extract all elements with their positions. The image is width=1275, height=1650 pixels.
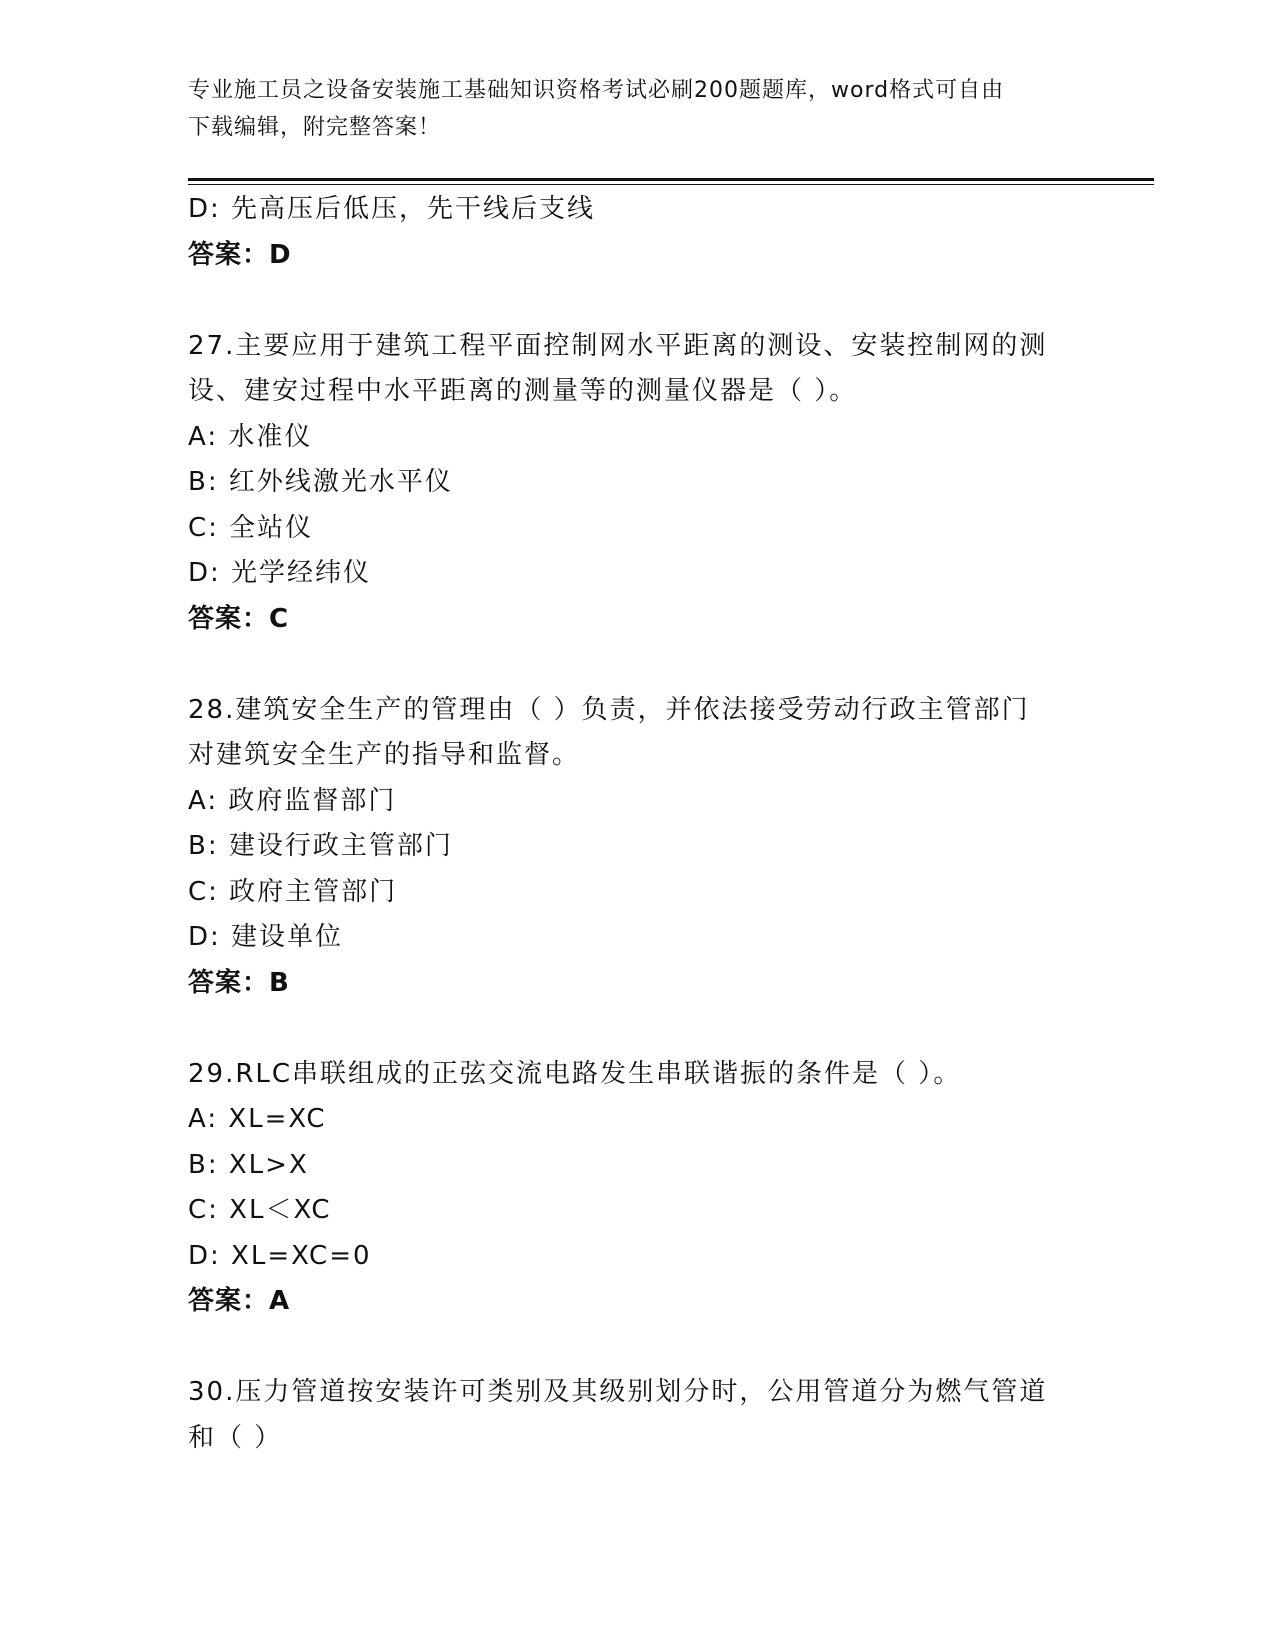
q29-option-b: B: XL>X [188,1149,309,1180]
q27-option-a: A: 水准仪 [188,421,313,452]
q29-option-d: D: XL=XC=0 [188,1240,372,1271]
page-header [188,72,1068,146]
q28-option-c: C: 政府主管部门 [188,876,398,907]
q29-option-c: C: XL＜XC [188,1195,332,1225]
header-line-1: 专业施工员之设备安装施工基础知识资格考试必刷200题题库，word格式可自由 [188,78,1005,103]
q28-stem-line-2: 对建筑安全生产的指导和监督。 [188,740,581,770]
header-line-2: 下载编辑，附完整答案！ [188,115,442,140]
spacer [188,1325,1088,1371]
question-27 [188,324,1088,643]
q27-answer: 答案：C [188,603,290,634]
spacer [188,1006,1088,1052]
q30-stem-line-1: 30.压力管道按安装许可类别及其级别划分时，公用管道分为燃气管道 [188,1377,1048,1407]
q28-option-a: A: 政府监督部门 [188,785,397,816]
q30-stem-line-2: 和（ ） [188,1422,283,1453]
q29-stem-line-1: 29.RLC串联组成的正弦交流电路发生串联谐振的条件是（ ）。 [188,1058,962,1089]
question-29 [188,1052,1088,1325]
q28-option-d: D: 建设单位 [188,922,344,952]
q27-option-b: B: 红外线激光水平仪 [188,467,453,497]
question-28 [188,688,1088,1007]
q28-option-b: B: 建设行政主管部门 [188,831,453,861]
q28-answer: 答案：B [188,967,290,998]
q27-stem-line-1: 27.主要应用于建筑工程平面控制网水平距离的测设、安装控制网的测 [188,330,1048,361]
q28-stem-line-1: 28.建筑安全生产的管理由（ ）负责，并依法接受劳动行政主管部门 [188,694,1030,725]
spacer [188,642,1088,688]
q26-answer: 答案：D [188,239,292,270]
q27-option-c: C: 全站仪 [188,512,314,543]
q29-answer: 答案：A [188,1286,291,1316]
header-rule-thin [188,184,1154,185]
q27-stem-line-2: 设、建安过程中水平距离的测量等的测量仪器是（ ）。 [188,376,858,406]
header-rule-thick [188,178,1154,181]
q29-option-a: A: XL=XC [188,1104,327,1134]
q26-option-d: D: 先高压后低压，先干线后支线 [188,194,596,224]
q27-option-d: D: 光学经纬仪 [188,558,372,588]
spacer [188,278,1088,324]
question-30 [188,1370,1088,1461]
question-content [188,187,1088,1461]
